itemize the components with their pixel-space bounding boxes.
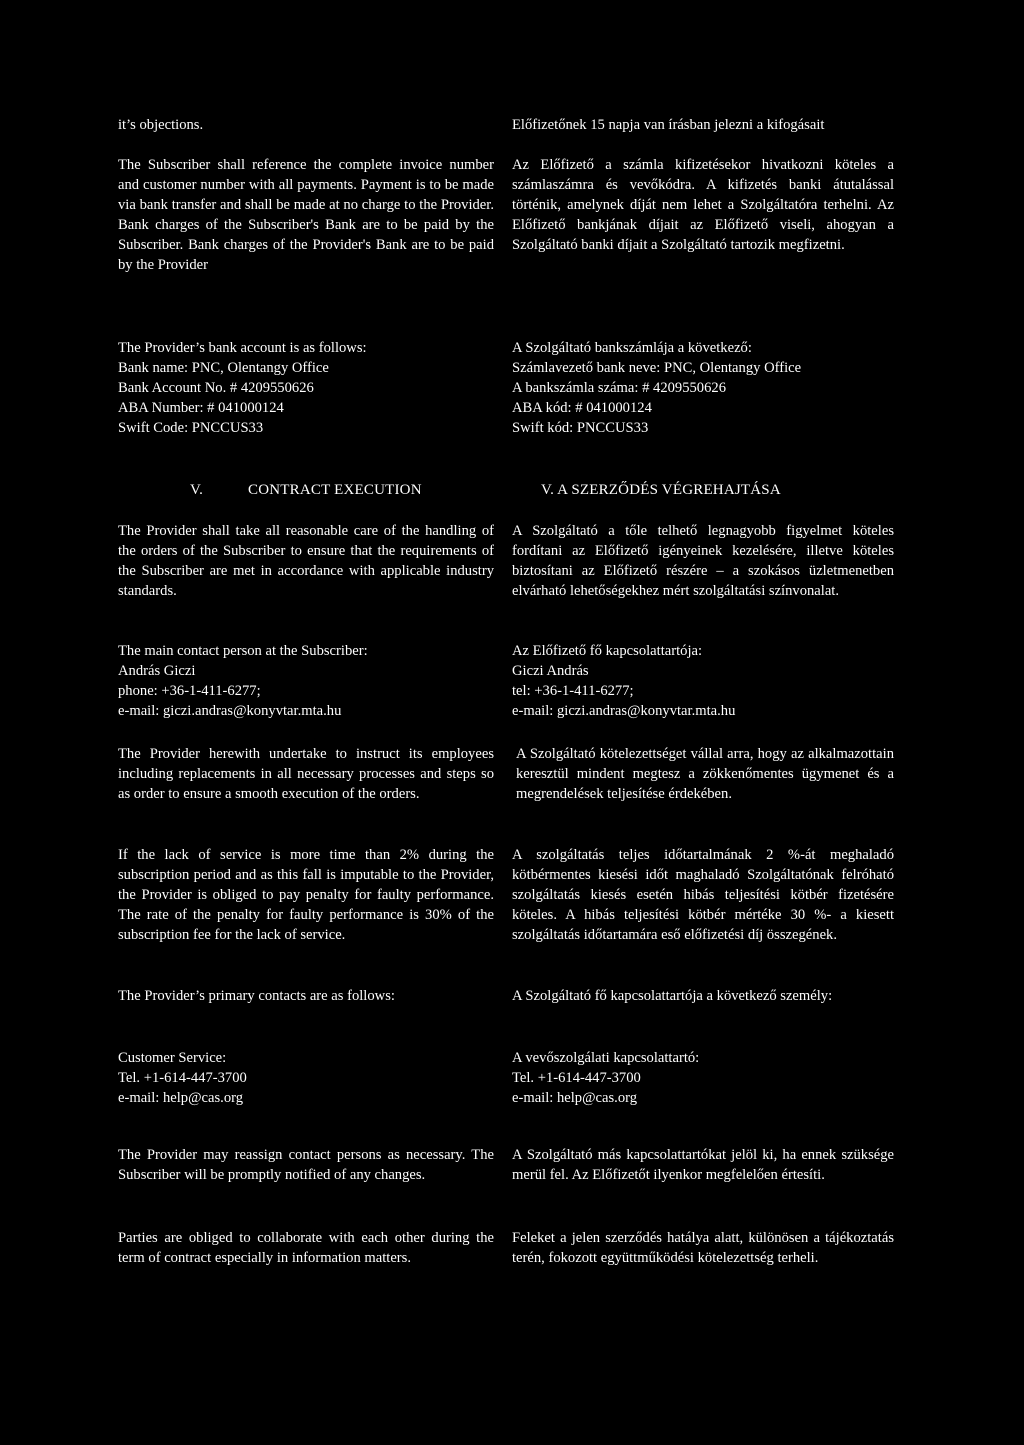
en-service-heading: Customer Service:	[118, 1050, 227, 1066]
en-reassign-paragraph: The Provider may reassign contact persons as necessary. The Subscriber will be promptly notified of any changes.	[118, 1147, 494, 1183]
hu-contact-email: e-mail: giczi.andras@konyvtar.mta.hu	[512, 703, 736, 719]
hu-reassign-paragraph: A Szolgáltató más kapcsolattartókat jelöl ki, ha ennek szüksége merül fel. Az Előfizetőt ilyenkor megfelelően értesíti.	[512, 1147, 894, 1183]
hu-bank-account-number: A bankszámla száma: # 4209550626	[512, 380, 726, 396]
en-bank-account	[118, 338, 494, 438]
en-contact-name: András Giczi	[118, 663, 196, 679]
en-objections-text: it’s objections.	[118, 117, 204, 133]
hu-section-title: V. A SZERZŐDÉS VÉGREHAJTÁSA	[541, 482, 781, 498]
hu-collaborate-paragraph: Feleket a jelen szerződés hatálya alatt, különösen a tájékoztatás terén, fokozott együttműködési kötelezettség terheli.	[512, 1230, 894, 1266]
hu-primary-contacts: A Szolgáltató fő kapcsolattartója a következő személy:	[512, 988, 833, 1004]
en-aba-number: ABA Number: # 041000124	[118, 400, 284, 416]
en-service-email: e-mail: help@cas.org	[118, 1090, 244, 1106]
hu-contact-name: Giczi András	[512, 663, 589, 679]
hu-bank-name: Számlavezető bank neve: PNC, Olentangy Office	[512, 360, 802, 376]
hu-bank-account	[512, 338, 894, 438]
en-customer-service	[118, 1048, 494, 1108]
en-section-title: CONTRACT EXECUTION	[248, 482, 422, 498]
en-contact-heading: The main contact person at the Subscriber:	[118, 643, 368, 659]
hu-objections-text: Előfizetőnek 15 napja van írásban jelezni a kifogásait	[512, 117, 825, 133]
en-invoice-paragraph: The Subscriber shall reference the complete invoice number and customer number with all payments. Payment is to be made via bank transfer and shall be made at no charge to the Provider. Bank charges of the Subscriber's Bank are to be paid by the Subscriber. Bank charges of the Provider's Bank are to be paid by the Provider	[118, 157, 494, 273]
hu-service-heading: A vevőszolgálati kapcsolattartó:	[512, 1050, 700, 1066]
en-service-phone: Tel. +1-614-447-3700	[118, 1070, 247, 1086]
hu-main-contact	[512, 641, 894, 721]
en-primary-contacts: The Provider’s primary contacts are as follows:	[118, 988, 395, 1004]
en-bank-name: Bank name: PNC, Olentangy Office	[118, 360, 329, 376]
en-main-contact	[118, 641, 494, 721]
en-bank-account-number: Bank Account No. # 4209550626	[118, 380, 314, 396]
hu-contact-phone: tel: +36-1-411-6277;	[512, 683, 634, 699]
en-employees-paragraph: The Provider herewith undertake to instruct its employees including replacements in all necessary processes and steps so as order to ensure a smooth execution of the orders.	[118, 746, 494, 802]
en-swift-code: Swift Code: PNCCUS33	[118, 420, 264, 436]
hu-swift-code: Swift kód: PNCCUS33	[512, 420, 649, 436]
hu-aba-number: ABA kód: # 041000124	[512, 400, 652, 416]
hu-penalty-paragraph: A szolgáltatás teljes időtartalmának 2 %-át meghaladó kötbérmentes kiesési időt maghaladó Szolgáltatónak felróható szolgáltatás kiesés esetén hibás teljesítési kötbér fizetésére köteles. A hibás teljesítési kötbér mértéke 30 %- a kiesett szolgáltatás időtartamára eső előfizetési díj összegének.	[512, 847, 894, 943]
hu-bank-intro: A Szolgáltató bankszámlája a következő:	[512, 340, 752, 356]
en-contact-email: e-mail: giczi.andras@konyvtar.mta.hu	[118, 703, 342, 719]
en-bank-intro: The Provider’s bank account is as follows:	[118, 340, 367, 356]
en-penalty-paragraph: If the lack of service is more time than 2% during the subscription period and as this fall is imputable to the Provider, the Provider is obliged to pay penalty for faulty performance. The rate of the penalty for faulty performance is 30% of the subscription fee for the lack of service.	[118, 847, 494, 943]
hu-employees-paragraph: A Szolgáltató kötelezettséget vállal arra, hogy az alkalmazottain keresztül mindent megtesz a zökkenőmentes ügymenet és a megrendelések teljesítése érdekében.	[516, 746, 894, 802]
hu-invoice-paragraph: Az Előfizető a számla kifizetésekor hivatkozni köteles a számlaszámra és vevőkódra. A kifizetés banki átutalással történik, amelynek díját nem lehet a Szolgáltatóra terhelni. Az Előfizető bankjának díjait az Előfizető viseli, ahogyan a Szolgáltató banki díjait a Szolgáltató tartozik megfizetni.	[512, 157, 894, 253]
en-collaborate-paragraph: Parties are obliged to collaborate with each other during the term of contract especially in information matters.	[118, 1230, 494, 1266]
en-section-number: V.	[190, 482, 204, 498]
hu-contact-heading: Az Előfizető fő kapcsolattartója:	[512, 643, 703, 659]
en-care-paragraph: The Provider shall take all reasonable care of the handling of the orders of the Subscriber to ensure that the requirements of the Subscriber are met in accordance with applicable industry standards.	[118, 523, 494, 599]
en-contact-phone: phone: +36-1-411-6277;	[118, 683, 261, 699]
hu-customer-service	[512, 1048, 894, 1108]
hu-service-email: e-mail: help@cas.org	[512, 1090, 638, 1106]
hu-service-phone: Tel. +1-614-447-3700	[512, 1070, 641, 1086]
hu-care-paragraph: A Szolgáltató a tőle telhető legnagyobb figyelmet köteles fordítani az Előfizető igényeinek kezelésére, illetve köteles biztosítani az Előfizető részére – a szokásos üzletmenetben elvárható lehetőségekhez mért szolgáltatási színvonalat.	[512, 523, 894, 599]
